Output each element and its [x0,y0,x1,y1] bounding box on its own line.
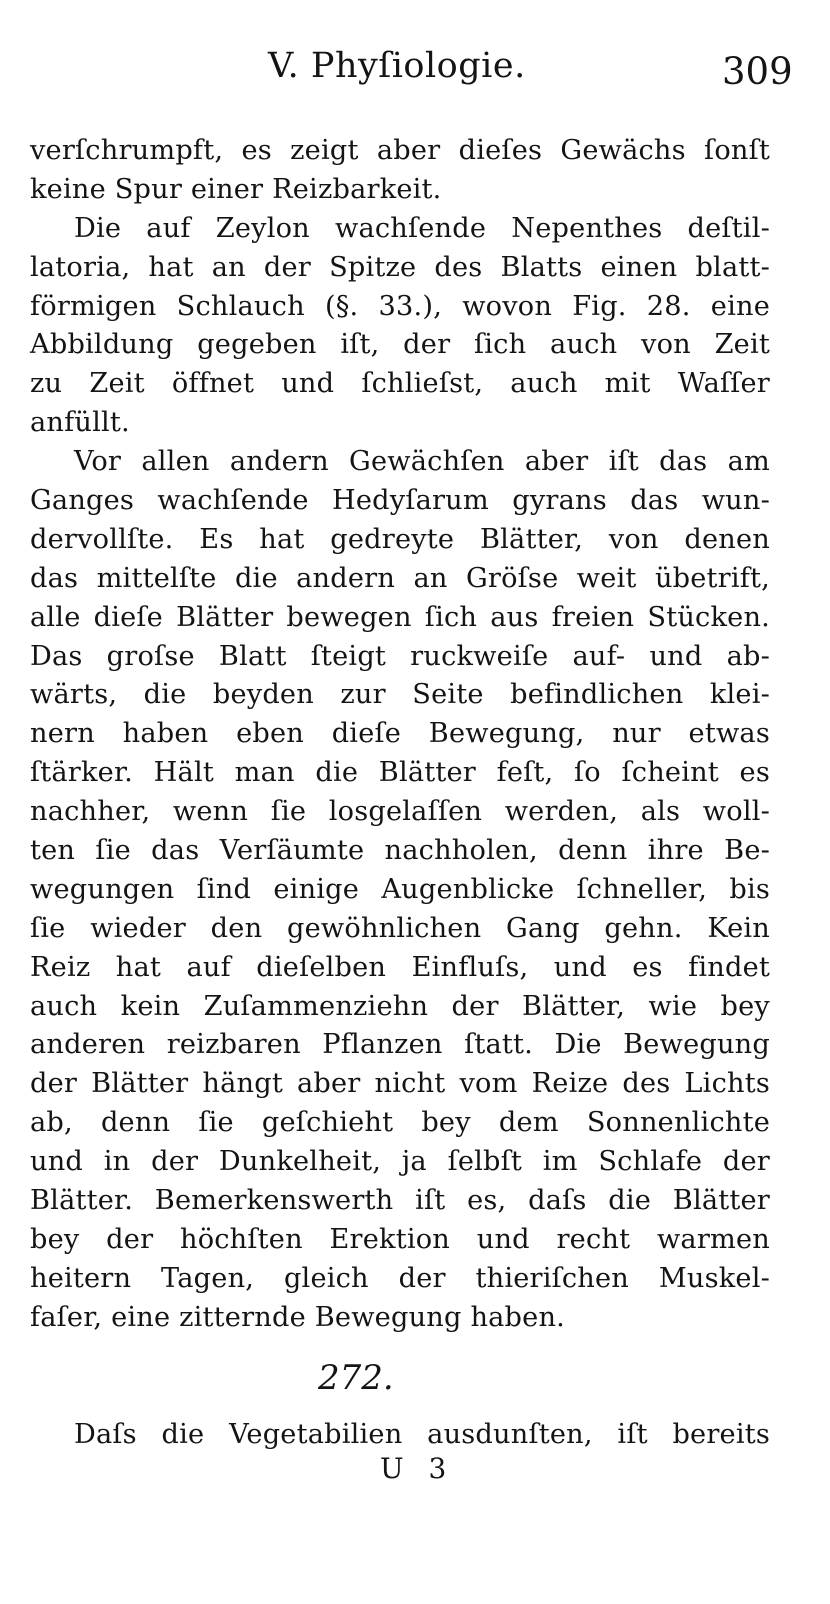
text-line: Reiz hat auf dieſelben Einfluſs, und es findet [30,951,770,983]
text-line: anfüllt. [30,407,130,439]
text-line: förmigen Schlauch (§. 33.), wovon Fig. 28. eine [30,290,770,322]
text-line: Das groſse Blatt ſteigt ruckweiſe auf- und ab- [30,640,770,672]
section-number: 272. [318,1358,394,1398]
text-line: Daſs die Vegetabilien ausdunſten, iſt bereits [74,1419,770,1450]
text-line: und in der Dunkelheit, ja ſelbſt im Schlafe der [30,1146,770,1178]
text-line: keine Spur einer Reizbarkeit. [30,173,442,205]
text-line: ten ſie das Verſäumte nachholen, denn ihre Be- [30,835,770,867]
text-line: alle dieſe Blätter bewegen ſich aus freien Stücken. [30,601,770,633]
text-line: nern haben eben dieſe Bewegung, nur etwas [30,718,770,750]
text-line: wegungen ſind einige Augenblicke ſchneller, bis [30,873,770,905]
text-line: verſchrumpft, es zeigt aber dieſes Gewächs ſonſt [30,135,770,166]
text-line: zu Zeit öffnet und ſchlieſst, auch mit Waſſer [30,368,770,400]
text-line: dervollſte. Es hat gedreyte Blätter, von denen [30,523,770,555]
text-line: anderen reizbaren Pflanzen ſtatt. Die Bewegung [30,1029,770,1061]
chapter-title: V. Phyſiologie. [268,46,526,86]
signature-mark: U 3 [380,1452,455,1485]
text-line: wärts, die beyden zur Seite befindlichen klei- [30,679,770,711]
text-line: ſtärker. Hält man die Blätter feſt, ſo ſcheint es [30,757,770,789]
text-line: Blätter. Bemerkenswerth iſt es, daſs die Blätter [30,1185,770,1217]
text-line: ab, denn ſie geſchieht bey dem Sonnenlichte [30,1107,770,1139]
page-number: 309 [722,50,793,93]
text-line: Vor allen andern Gewächſen aber iſt das am [74,446,770,478]
text-line: ſie wieder den gewöhnlichen Gang gehn. Kein [30,912,770,944]
body-text [30,132,770,1338]
text-line: das mittelſte die andern an Gröſse weit übetrift, [30,562,770,594]
text-line: Abbildung gegeben iſt, der ſich auch von Zeit [30,329,770,361]
text-line: heitern Tagen, gleich der thieriſchen Muskel- [30,1262,770,1294]
text-line: Ganges wachſende Hedyſarum gyrans das wun- [30,485,770,517]
running-head [0,46,830,106]
section-text [30,1416,770,1455]
text-line: bey der höchſten Erektion und recht warmen [30,1223,770,1255]
text-line: latoria, hat an der Spitze des Blatts einen blatt- [30,251,770,283]
text-line: nachher, wenn ſie losgelaſſen werden, als woll- [30,796,770,828]
text-line: faſer, eine zitternde Bewegung haben. [30,1301,566,1333]
text-line: Die auf Zeylon wachſende Nepenthes deſtil- [74,212,770,244]
text-line: auch kein Zuſammenziehn der Blätter, wie bey [30,990,770,1022]
text-line: der Blätter hängt aber nicht vom Reize des Lichts [30,1068,770,1100]
